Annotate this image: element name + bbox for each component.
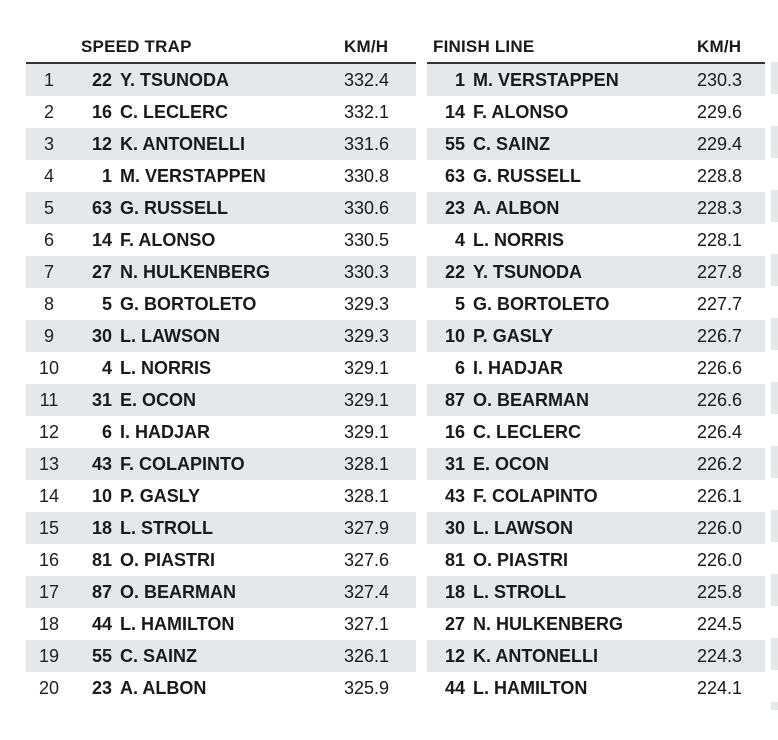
car-number-cell: 87 xyxy=(91,581,112,602)
position-cell: 2 xyxy=(43,101,54,122)
driver-name-cell: L. HAMILTON xyxy=(120,613,235,634)
driver-name-cell: L. NORRIS xyxy=(120,357,212,378)
speed-cell: 327.4 xyxy=(344,581,390,602)
position-cell: 9 xyxy=(43,325,54,346)
driver-name-cell: F. COLAPINTO xyxy=(120,453,245,474)
table-row xyxy=(26,128,416,160)
driver-name-cell: L. LAWSON xyxy=(473,517,573,538)
speed-cell: 329.1 xyxy=(344,389,390,410)
table-row xyxy=(26,96,416,128)
driver-name-cell: E. OCON xyxy=(473,453,550,474)
car-number-cell: 27 xyxy=(91,261,112,282)
driver-name-cell: C. LECLERC xyxy=(473,421,581,442)
speed-trap-header xyxy=(26,32,416,62)
driver-name-cell: I. HADJAR xyxy=(473,357,564,378)
position-cell: 17 xyxy=(38,581,60,602)
driver-name-cell: F. ALONSO xyxy=(120,229,216,250)
driver-name-cell: G. RUSSELL xyxy=(120,197,229,218)
speed-trap-unit: KM/H xyxy=(344,37,389,56)
driver-name-cell: N. HULKENBERG xyxy=(120,261,271,282)
speed-cell: 228.1 xyxy=(697,229,743,250)
car-number-cell: 4 xyxy=(454,229,465,250)
driver-name-cell: K. ANTONELLI xyxy=(120,133,245,154)
table-row xyxy=(427,192,765,224)
driver-name-cell: L. NORRIS xyxy=(473,229,565,250)
table-row xyxy=(26,384,416,416)
car-number-cell: 43 xyxy=(444,485,465,506)
table-row xyxy=(427,96,765,128)
speed-cell: 331.6 xyxy=(344,133,390,154)
car-number-cell: 1 xyxy=(454,69,465,90)
speed-cell: 330.6 xyxy=(344,197,390,218)
table-row xyxy=(427,384,765,416)
car-number-cell: 81 xyxy=(444,549,465,570)
driver-name-cell: C. SAINZ xyxy=(120,645,198,666)
position-cell: 1 xyxy=(43,69,54,90)
table-row xyxy=(26,256,416,288)
driver-name-cell: L. STROLL xyxy=(473,581,566,602)
finish-line-unit: KM/H xyxy=(697,37,742,56)
finish-line-rows xyxy=(427,64,765,704)
table-row xyxy=(427,480,765,512)
speed-cell: 326.1 xyxy=(344,645,390,666)
car-number-cell: 55 xyxy=(444,133,465,154)
table-row xyxy=(427,224,765,256)
car-number-cell: 31 xyxy=(444,453,465,474)
car-number-cell: 30 xyxy=(91,325,112,346)
table-row xyxy=(427,320,765,352)
car-number-cell: 18 xyxy=(444,581,465,602)
speed-cell: 226.1 xyxy=(697,485,743,506)
driver-name-cell: Y. TSUNODA xyxy=(120,69,230,90)
car-number-cell: 16 xyxy=(91,101,112,122)
table-row xyxy=(26,448,416,480)
position-cell: 4 xyxy=(43,165,54,186)
table-row xyxy=(427,64,765,96)
position-cell: 11 xyxy=(39,389,59,410)
speed-cell: 327.6 xyxy=(344,549,390,570)
speed-cell: 229.4 xyxy=(697,133,743,154)
position-cell: 19 xyxy=(38,645,60,666)
driver-name-cell: C. SAINZ xyxy=(473,133,551,154)
car-number-cell: 4 xyxy=(101,357,112,378)
driver-name-cell: G. RUSSELL xyxy=(473,165,582,186)
table-row xyxy=(26,192,416,224)
driver-name-cell: O. BEARMAN xyxy=(473,389,589,410)
driver-name-cell: P. GASLY xyxy=(120,485,201,506)
position-cell: 8 xyxy=(43,293,54,314)
car-number-cell: 6 xyxy=(101,421,112,442)
table-row xyxy=(427,512,765,544)
speed-cell: 330.5 xyxy=(344,229,390,250)
speed-cell: 226.2 xyxy=(697,453,743,474)
speed-cell: 329.3 xyxy=(344,293,390,314)
speed-cell: 226.7 xyxy=(697,325,743,346)
car-number-cell: 6 xyxy=(454,357,465,378)
driver-name-cell: G. BORTOLETO xyxy=(473,293,610,314)
car-number-cell: 16 xyxy=(444,421,465,442)
position-cell: 15 xyxy=(38,517,60,538)
table-row xyxy=(26,608,416,640)
car-number-cell: 1 xyxy=(101,165,112,186)
driver-name-cell: P. GASLY xyxy=(473,325,554,346)
table-row xyxy=(427,160,765,192)
speed-cell: 226.0 xyxy=(697,517,743,538)
driver-name-cell: O. PIASTRI xyxy=(120,549,216,570)
table-row xyxy=(427,608,765,640)
driver-name-cell: O. PIASTRI xyxy=(473,549,569,570)
speed-cell: 332.4 xyxy=(344,69,390,90)
speed-trap-table xyxy=(26,32,416,704)
driver-name-cell: I. HADJAR xyxy=(120,421,211,442)
table-row xyxy=(427,128,765,160)
car-number-cell: 12 xyxy=(444,645,465,666)
speed-cell: 224.3 xyxy=(697,645,743,666)
position-cell: 7 xyxy=(43,261,54,282)
car-number-cell: 44 xyxy=(91,613,112,634)
car-number-cell: 63 xyxy=(91,197,112,218)
table-row xyxy=(26,288,416,320)
speed-cell: 330.8 xyxy=(344,165,390,186)
speed-cell: 332.1 xyxy=(344,101,390,122)
table-row xyxy=(26,224,416,256)
speed-cell: 330.3 xyxy=(344,261,390,282)
speed-cell: 228.3 xyxy=(697,197,743,218)
driver-name-cell: E. OCON xyxy=(120,389,197,410)
speed-cell: 226.4 xyxy=(697,421,743,442)
table-row xyxy=(427,288,765,320)
table-row xyxy=(26,160,416,192)
driver-name-cell: G. BORTOLETO xyxy=(120,293,257,314)
table-row xyxy=(26,480,416,512)
driver-name-cell: A. ALBON xyxy=(120,677,207,698)
car-number-cell: 31 xyxy=(91,389,112,410)
car-number-cell: 81 xyxy=(91,549,112,570)
clipped-column-edge xyxy=(771,62,778,710)
table-row xyxy=(427,672,765,704)
position-cell: 3 xyxy=(43,133,54,154)
car-number-cell: 44 xyxy=(444,677,465,698)
position-cell: 6 xyxy=(43,229,54,250)
finish-line-title: FINISH LINE xyxy=(433,37,535,56)
speed-cell: 224.5 xyxy=(697,613,743,634)
driver-name-cell: L. STROLL xyxy=(120,517,213,538)
speed-cell: 225.8 xyxy=(697,581,743,602)
car-number-cell: 22 xyxy=(91,69,112,90)
speed-trap-rows xyxy=(26,64,416,704)
table-row xyxy=(26,352,416,384)
table-row xyxy=(427,448,765,480)
table-row xyxy=(427,416,765,448)
driver-name-cell: K. ANTONELLI xyxy=(473,645,598,666)
position-cell: 13 xyxy=(38,453,60,474)
table-row xyxy=(427,256,765,288)
car-number-cell: 63 xyxy=(444,165,465,186)
table-row xyxy=(26,640,416,672)
driver-name-cell: L. LAWSON xyxy=(120,325,220,346)
speed-cell: 329.1 xyxy=(344,357,390,378)
car-number-cell: 18 xyxy=(91,517,112,538)
table-row xyxy=(26,320,416,352)
finish-line-table xyxy=(427,32,765,704)
speed-cell: 325.9 xyxy=(344,677,390,698)
car-number-cell: 27 xyxy=(444,613,465,634)
speed-cell: 328.1 xyxy=(344,485,390,506)
table-row xyxy=(26,672,416,704)
car-number-cell: 23 xyxy=(91,677,112,698)
table-row xyxy=(427,576,765,608)
car-number-cell: 5 xyxy=(101,293,112,314)
position-cell: 20 xyxy=(38,677,60,698)
driver-name-cell: Y. TSUNODA xyxy=(473,261,583,282)
table-row xyxy=(427,544,765,576)
finish-line-header xyxy=(427,32,765,62)
speed-cell: 327.1 xyxy=(344,613,390,634)
table-row xyxy=(26,544,416,576)
speed-cell: 327.9 xyxy=(344,517,390,538)
speed-cell: 229.6 xyxy=(697,101,743,122)
car-number-cell: 22 xyxy=(444,261,465,282)
driver-name-cell: F. COLAPINTO xyxy=(473,485,598,506)
position-cell: 16 xyxy=(38,549,60,570)
car-number-cell: 87 xyxy=(444,389,465,410)
table-row xyxy=(26,576,416,608)
car-number-cell: 14 xyxy=(91,229,112,250)
car-number-cell: 43 xyxy=(91,453,112,474)
car-number-cell: 5 xyxy=(454,293,465,314)
table-row xyxy=(427,640,765,672)
speed-cell: 228.8 xyxy=(697,165,743,186)
speed-cell: 227.8 xyxy=(697,261,743,282)
table-row xyxy=(26,64,416,96)
driver-name-cell: M. VERSTAPPEN xyxy=(473,69,619,90)
position-cell: 14 xyxy=(38,485,60,506)
car-number-cell: 14 xyxy=(444,101,465,122)
speed-cell: 328.1 xyxy=(344,453,390,474)
table-row xyxy=(26,416,416,448)
car-number-cell: 55 xyxy=(91,645,112,666)
speed-cell: 230.3 xyxy=(697,69,743,90)
driver-name-cell: M. VERSTAPPEN xyxy=(120,165,266,186)
car-number-cell: 10 xyxy=(91,485,112,506)
speed-cell: 226.6 xyxy=(697,357,743,378)
speed-cell: 226.6 xyxy=(697,389,743,410)
driver-name-cell: O. BEARMAN xyxy=(120,581,236,602)
position-cell: 18 xyxy=(38,613,60,634)
car-number-cell: 12 xyxy=(91,133,112,154)
speed-cell: 329.1 xyxy=(344,421,390,442)
driver-name-cell: C. LECLERC xyxy=(120,101,228,122)
car-number-cell: 23 xyxy=(444,197,465,218)
driver-name-cell: F. ALONSO xyxy=(473,101,569,122)
car-number-cell: 30 xyxy=(444,517,465,538)
driver-name-cell: N. HULKENBERG xyxy=(473,613,624,634)
table-row xyxy=(427,352,765,384)
driver-name-cell: A. ALBON xyxy=(473,197,560,218)
car-number-cell: 10 xyxy=(444,325,465,346)
speed-cell: 329.3 xyxy=(344,325,390,346)
position-cell: 5 xyxy=(43,197,54,218)
position-cell: 12 xyxy=(38,421,60,442)
speed-cell: 224.1 xyxy=(697,677,743,698)
speed-cell: 226.0 xyxy=(697,549,743,570)
speed-trap-title: SPEED TRAP xyxy=(81,37,192,56)
table-row xyxy=(26,512,416,544)
position-cell: 10 xyxy=(38,357,60,378)
driver-name-cell: L. HAMILTON xyxy=(473,677,588,698)
speed-cell: 227.7 xyxy=(697,293,743,314)
